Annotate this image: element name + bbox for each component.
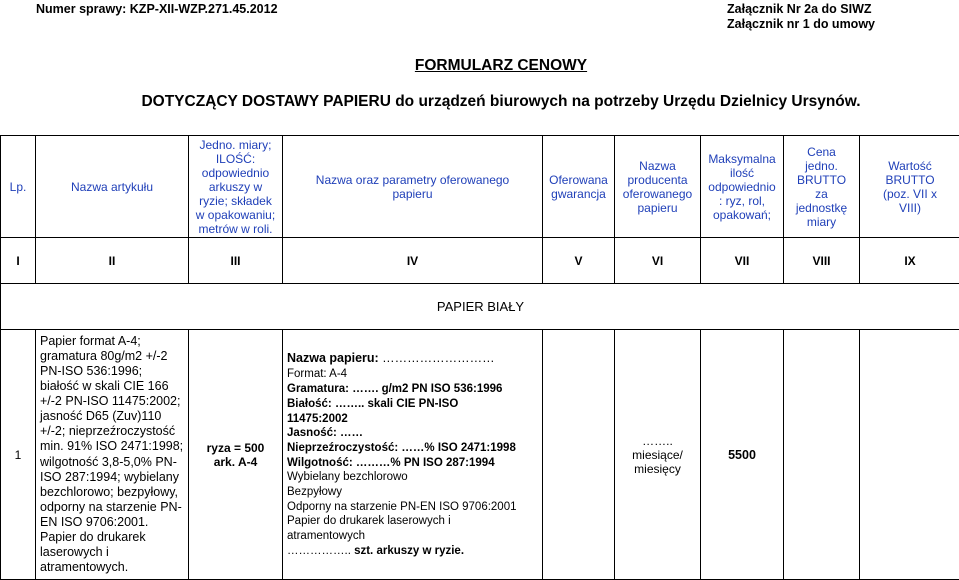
roman-cell: VII [701,238,784,284]
max-quantity: 5500 [701,330,784,580]
attachment-info [727,2,875,32]
col-header-producer: Nazwa producenta oferowanego papieru [615,136,701,238]
col-header-total-value: Wartość BRUTTO (poz. VII x VIII) [860,136,959,238]
col-header-max-qty: Maksymalna ilość odpowiednio : ryz, rol, opakowań; [701,136,784,238]
col-header-lp: Lp. [1,136,36,238]
roman-cell: III [189,238,283,284]
roman-cell: V [543,238,615,284]
section-row [1,284,959,330]
roman-cell: VI [615,238,701,284]
col-header-unit-price: Cena jedno. BRUTTO za jednostkę miary [784,136,860,238]
row-number: 1 [1,330,36,580]
producer-cell[interactable]: …….. miesiące/ miesięcy [615,330,701,580]
col-header-params: Nazwa oraz parametry oferowanego papieru [283,136,543,238]
article-description: Papier format A-4; gramatura 80g/m2 +/-2 PN-ISO 536:1996; białość w skali CIE 166 +/-2 PN-ISO 11475:2002; jasność D65 (Zuv)110 +/-2; nieprzeźroczystość min. 91% ISO 2471:1998; wilgotność 3,8-5,0% PN-ISO 287:1994; wybielany bezchlorowo; bezpyłowy, odporny na starzenie PN-EN ISO 9706:2001. Papier do drukarek laserowych i atramentowych. [36,330,189,580]
roman-cell: IV [283,238,543,284]
guarantee-cell[interactable] [543,330,615,580]
roman-cell: II [36,238,189,284]
case-number: Numer sprawy: KZP-XII-WZP.271.45.2012 [36,2,278,16]
roman-cell: I [1,238,36,284]
header-row [1,136,959,238]
form-subtitle: DOTYCZĄCY DOSTAWY PAPIERU do urządzeń biurowych na potrzeby Urzędu Dzielnicy Ursynów. [0,93,959,111]
section-label: PAPIER BIAŁY [1,284,959,330]
unit-price-cell[interactable] [784,330,860,580]
col-header-guarantee: Oferowana gwarancja [543,136,615,238]
price-table [0,135,959,580]
table-row [1,330,959,580]
attachment-line-2: Załącznik nr 1 do umowy [727,17,875,32]
attachment-line-1: Załącznik Nr 2a do SIWZ [727,2,875,17]
form-title: FORMULARZ CENOWY [0,57,959,75]
col-header-article-name: Nazwa artykułu [36,136,189,238]
unit-of-measure: ryza = 500 ark. A-4 [189,330,283,580]
col-header-unit: Jedno. miary; ILOŚĆ: odpowiednio arkuszy w ryzie; składek w opakowaniu; metrów w roli. [189,136,283,238]
roman-cell: VIII [784,238,860,284]
roman-numeral-row [1,238,959,284]
paper-parameters[interactable]: Nazwa papieru: ……………………… Format: A-4 Gramatura: ……. g/m2 PN ISO 536:1996 Białość: …….. skali CIE PN-ISO 11475:2002 Jasność: …… Nieprzeźroczystość: ……% ISO 2471:1998 Wilgotność: ………% PN ISO 287:1994 Wybielany bezchlorowo Bezpyłowy Odporny na starzenie PN-EN ISO 9706:2001 Papier do drukarek laserowych i atramentowych …………….. szt. arkuszy w ryzie. [283,330,543,580]
roman-cell: IX [860,238,959,284]
total-value-cell[interactable] [860,330,959,580]
